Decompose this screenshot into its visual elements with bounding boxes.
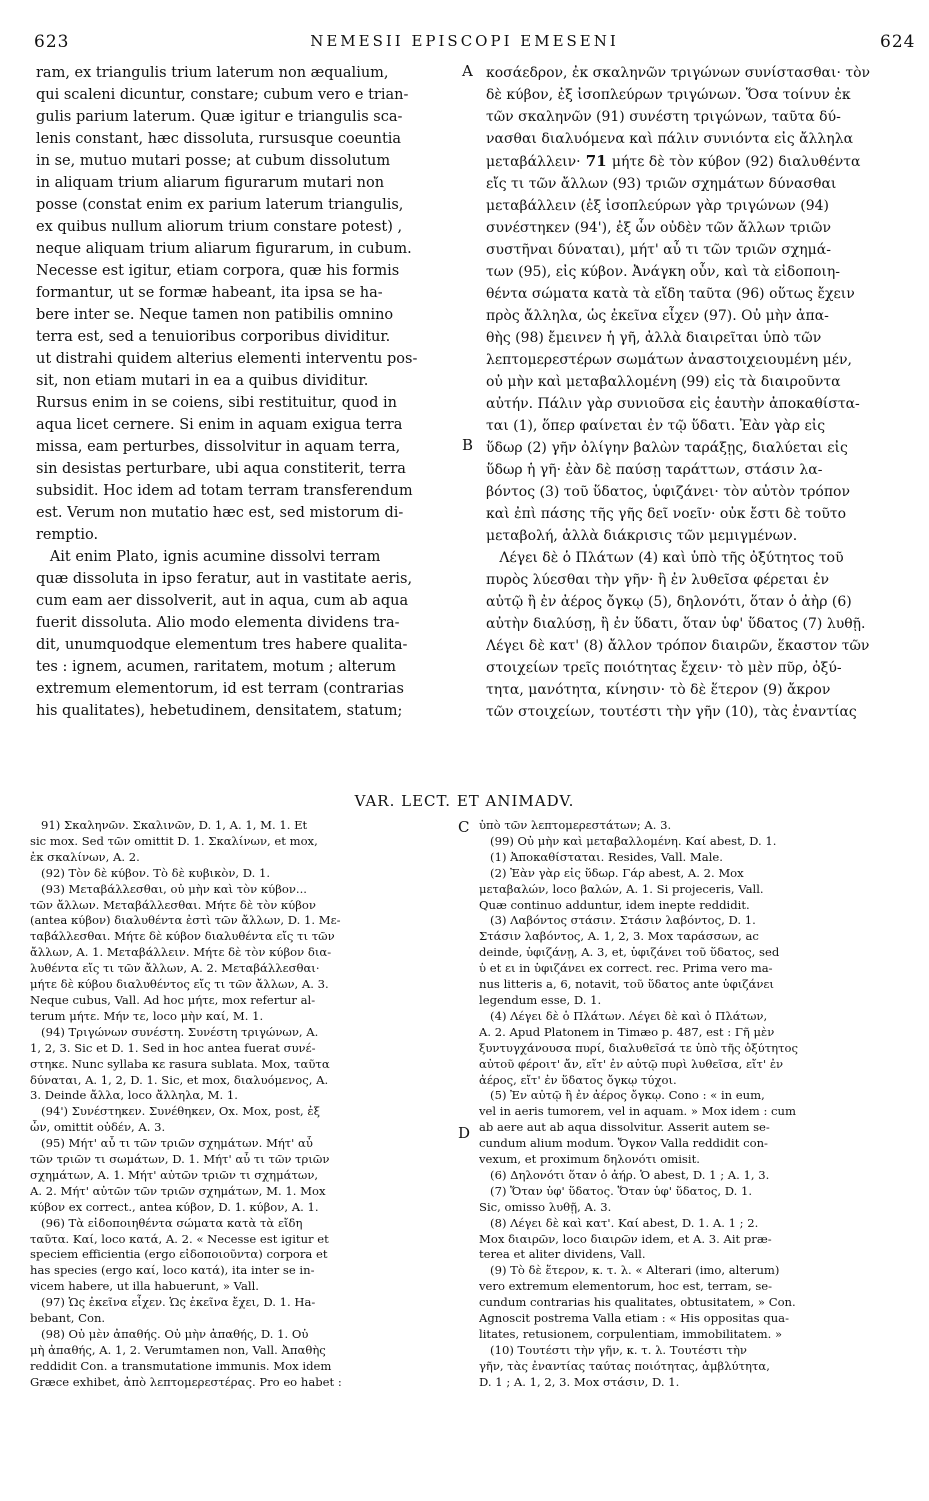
running-title: NEMESII EPISCOPI EMESENI xyxy=(310,32,619,50)
note-line: ταῦτα. Καί, loco κατά, A. 2. « Necesse est igitur et xyxy=(30,1231,329,1246)
note-line: (4) Λέγει δὲ ὁ Πλάτων. Λέγει δὲ καὶ ὁ Πλάτων, xyxy=(479,1008,768,1023)
greek-text-line: αὐτήν. Πάλιν γὰρ συνιοῦσα εἰς ἑαυτὴν ἀποκαθίστα- xyxy=(486,396,860,412)
latin-text-line: qui scaleni dicuntur, constare; cubum vero e trian- xyxy=(36,87,409,103)
note-line: D. 1 ; A. 1, 2, 3. Mox στάσιν, D. 1. xyxy=(479,1374,680,1389)
latin-text-line: formantur, ut se formæ habeant, ita ipsa se ha- xyxy=(36,285,383,301)
greek-text-line: εἴς τι τῶν ἄλλων (93) τριῶν σχημάτων δύνασθαι xyxy=(486,176,837,192)
text-line-continuation: μήτε δὲ τὸν κύβον (92) διαλυθέντα xyxy=(611,154,861,170)
latin-text-line: cum eam aer dissolverit, aut in aqua, cum ab aqua xyxy=(36,593,409,609)
note-line: Στάσιν λαβόντος, A. 1, 2, 3. Mox ταράσσων, ac xyxy=(479,929,759,944)
note-line: litates, retusionem, corpulentiam, immobilitatem. » xyxy=(479,1327,783,1341)
greek-text-line: τῶν στοιχείων, τουτέστι τὴν γῆν (10), τὰς ἐναντίας xyxy=(486,704,857,720)
greek-text-line: οὐ μὴν καὶ μεταβαλλομένη (99) εἰς τὰ διαιροῦντα xyxy=(486,374,841,390)
latin-text-line: ram, ex triangulis trium laterum non æqualium, xyxy=(36,65,389,81)
note-line: τῶν τριῶν τι σωμάτων, D. 1. Μήτ' αὖ τι τῶν τριῶν xyxy=(30,1152,330,1167)
note-line: λυθέντα εἴς τι τῶν ἄλλων, A. 2. Μεταβάλλεσθαι· xyxy=(30,961,320,976)
note-line: (8) Λέγει δὲ καὶ κατ'. Καί abest, D. 1. A. 1 ; 2. xyxy=(479,1215,759,1230)
note-line: γῆν, τὰς ἐναντίας ταύτας ποιότητας, ἀμβλύτητα, xyxy=(479,1358,770,1373)
note-line: has species (ergo καί, loco κατά), ita inter se in- xyxy=(30,1263,315,1278)
latin-text-line: ex quibus nullum aliorum trium constare potest) , xyxy=(36,219,403,235)
latin-text-line: sit, non etiam mutari in ea a quibus dividitur. xyxy=(36,373,369,389)
notes-left-column xyxy=(30,818,458,1391)
latin-text-line: tes : ignem, acumen, raritatem, motum ; alterum xyxy=(36,659,396,675)
note-line: (1) Ἀποκαθίσταται. Resides, Vall. Male. xyxy=(479,849,723,864)
greek-text-line: στοιχείων τρεῖς ποιότητας ἔχειν· τὸ μὲν πῦρ, ὀξύ- xyxy=(486,660,842,676)
note-line: vexum, et proximum δηλονότι omisit. xyxy=(479,1152,700,1167)
note-line: reddidit Con. a transmutatione immunis. Mox idem xyxy=(30,1358,332,1373)
latin-text-line: est. Verum non mutatio hæc est, sed mistorum di- xyxy=(36,505,404,521)
note-line: (3) Λαβόντος στάσιν. Στάσιν λαβόντος, D. 1. xyxy=(479,913,756,928)
latin-text-line: lenis constant, hæc dissoluta, rursusque coeuntia xyxy=(36,131,402,147)
greek-text-line: θὴς (98) ἔμεινεν ἡ γῆ, ἀλλὰ διαιρεῖται ὑπὸ τῶν xyxy=(486,330,822,346)
greek-text-line: δὲ κύβον, ἐξ ἰσοπλεύρων τριγώνων. Ὅσα τοίνυν ἐκ xyxy=(486,87,851,103)
greek-text-line: λεπτομερεστέρων σωμάτων ἀναστοιχειουμένη μέν, xyxy=(486,352,852,368)
greek-text-line: Λέγει δὲ ὁ Πλάτων (4) καὶ ὑπὸ τῆς ὀξύτητος τοῦ xyxy=(486,550,844,566)
greek-text-line: πυρὸς λύεσθαι τὴν γῆν· ἢ ἐν λυθεῖσα φέρεται ἐν xyxy=(486,572,829,588)
latin-text-line: in se, mutuo mutari posse; at cubum dissolutum xyxy=(36,153,391,169)
greek-text-line: νασθαι διαλυόμενα καὶ πάλιν συνιόντα εἰς ἄλληλα xyxy=(486,131,854,147)
note-line: ἀέρος, εἴτ' ἐν ὕδατος ὄγκῳ τύχοι. xyxy=(479,1072,677,1087)
latin-text-column xyxy=(36,62,462,722)
margin-marker-b: B xyxy=(462,436,474,454)
greek-text-line: Λέγει δὲ κατ' (8) ἄλλον τρόπον διαιρῶν, ἕκαστον τῶν xyxy=(486,638,870,654)
notes-right-column xyxy=(479,818,911,1391)
note-line: Neque cubus, Vall. Ad hoc μήτε, mox refertur al- xyxy=(30,992,316,1007)
note-line: Sic, omisso λυθῇ, A. 3. xyxy=(479,1199,612,1214)
note-line: Agnoscit postrema Valla etiam : « His oppositas qua- xyxy=(479,1311,790,1326)
note-line: bebant, Con. xyxy=(30,1311,106,1326)
note-line: vero extremum elementorum, hoc est, terram, se- xyxy=(479,1279,773,1294)
note-line: (98) Οὐ μὲν ἀπαθής. Οὐ μὴν ἀπαθής, D. 1. Οὐ xyxy=(30,1327,309,1341)
note-line: 91) Σκαληνῶν. Σκαλινῶν, D. 1, A. 1, M. 1. Et xyxy=(30,818,308,832)
note-line: (92) Τὸν δὲ κύβον. Τὸ δὲ κυβικὸν, D. 1. xyxy=(30,865,271,880)
latin-text-line: subsidit. Hoc idem ad totam terram transferendum xyxy=(36,483,413,499)
greek-text-line: ὕδωρ (2) γῆν ὀλίγην βαλὼν ταράξῃς, διαλύεται εἰς xyxy=(486,440,848,456)
note-line: cundum alium modum. Ὄγκον Valla reddidit con- xyxy=(479,1136,768,1151)
latin-text-line: extremum elementorum, id est terram (contrarias xyxy=(36,681,404,697)
note-line: terea et aliter dividens, Vall. xyxy=(479,1247,646,1262)
note-line: ab aere aut ab aqua dissolvitur. Asserit autem se- xyxy=(479,1120,770,1135)
note-line: A. 2. Apud Platonem in Timæo p. 487, est : Γῆ μὲν xyxy=(479,1024,775,1039)
greek-text-line: τῶν σκαληνῶν (91) συνέστη τριγώνων, ταῦτα δύ- xyxy=(486,109,841,125)
margin-marker-d: D xyxy=(458,1124,471,1142)
note-line: legendum esse, D. 1. xyxy=(479,992,602,1007)
note-line: (6) Δηλονότι ὅταν ὁ ἀήρ. Ὁ abest, D. 1 ; A. 1, 3. xyxy=(479,1167,770,1182)
note-line: Quæ continuo adduntur, idem inepte reddidit. xyxy=(479,897,750,912)
latin-text-line: terra est, sed a tenuioribus corporibus dividitur. xyxy=(36,329,391,345)
greek-text-column xyxy=(486,62,906,723)
note-line: (10) Τουτέστι τὴν γῆν, κ. τ. λ. Τουτέστι τὴν xyxy=(479,1342,747,1357)
greek-text-line: μεταβολή, ἀλλὰ διάκρισις τῶν μεμιγμένων. xyxy=(486,528,798,544)
note-line: deinde, ὑφιζάνῃ, A. 3, et, ὑφιζάνει τοῦ ὕδατος, sed xyxy=(479,945,780,960)
note-line: ἄλλων, A. 1. Μεταβάλλειν. Μήτε δὲ τὸν κύβον δια- xyxy=(30,945,332,960)
note-line: (94') Συνέστηκεν. Συνέθηκεν, Ox. Mox, post, ἐξ xyxy=(30,1104,321,1119)
note-line: δύναται, A. 1, 2, D. 1. Sic, et mox, διαλυόμενος, A. xyxy=(30,1072,329,1087)
greek-text-line: μεταβάλλειν (ἐξ ἰσοπλεύρων γὰρ τριγώνων (94) xyxy=(486,198,829,214)
note-line: κύβον ex correct., antea κύβον, D. 1. κύβον, A. 1. xyxy=(30,1199,319,1214)
latin-text-line: Necesse est igitur, etiam corpora, quæ his formis xyxy=(36,263,400,279)
latin-text-line: gulis parium laterum. Quæ igitur e triangulis sca- xyxy=(36,109,403,125)
latin-text-line: quæ dissoluta in ipso feratur, aut in vastitate aeris, xyxy=(36,571,413,587)
note-line: Græce exhibet, ἀπὸ λεπτομερεστέρας. Pro eo habet : xyxy=(30,1374,342,1389)
latin-text-line: ut distrahi quidem alterius elementi interventu pos- xyxy=(36,351,418,367)
note-line: ὑπὸ τῶν λεπτομερεστάτων; A. 3. xyxy=(479,818,672,832)
page-number-left: 623 xyxy=(34,32,70,52)
note-line: ἐκ σκαλίνων, A. 2. xyxy=(30,849,140,864)
greek-text-line: βόντος (3) τοῦ ὕδατος, ὑφιζάνει· τὸν αὐτὸν τρόπον xyxy=(486,484,850,500)
latin-text-line: his qualitates), hebetudinem, densitatem, statum; xyxy=(36,703,403,719)
greek-text-line: συστῆναι δύναται), μήτ' αὖ τι τῶν τριῶν σχημά- xyxy=(486,242,831,258)
note-line: (97) Ὡς ἐκεῖνα εἶχεν. Ὡς ἐκεῖνα ἔχει, D. 1. Ha- xyxy=(30,1295,316,1310)
note-line: τῶν ἄλλων. Μεταβάλλεσθαι. Μήτε δὲ τὸν κύβον xyxy=(30,897,316,912)
greek-text-line: μεταβάλλειν· 71 μήτε δὲ τὸν κύβον (92) διαλυθέντα xyxy=(486,152,861,170)
note-line: ὑ et ει in ὑφιζάνει ex correct. rec. Prima vero ma- xyxy=(479,961,773,976)
greek-text-line: κοσάεδρον, ἐκ σκαληνῶν τριγώνων συνίστασθαι· τὸν xyxy=(486,65,871,81)
note-line: (94) Τριγώνων συνέστη. Συνέστη τριγώνων, A. xyxy=(30,1024,319,1039)
latin-text-line: aqua licet cernere. Si enim in aquam exigua terra xyxy=(36,417,403,433)
note-line: (9) Τὸ δὲ ἕτερον, κ. τ. λ. « Alterari (imo, alterum) xyxy=(479,1263,780,1278)
latin-text-line: remptio. xyxy=(36,527,99,543)
greek-text-line: ὕδωρ ἡ γῆ· ἐὰν δὲ παύσῃ ταράττων, στάσιν λα- xyxy=(486,462,823,478)
greek-text-line: καὶ ἐπὶ πάσης τῆς γῆς δεῖ νοεῖν· οὐκ ἔστι δὲ τοῦτο xyxy=(486,506,847,522)
greek-text-line: θέντα σώματα κατὰ τὰ εἴδη ταῦτα (96) οὕτως ἔχειν xyxy=(486,286,855,302)
note-line: (99) Οὐ μὴν καὶ μεταβαλλομένη. Καί abest, D. 1. xyxy=(479,833,777,848)
note-line: ὧν, omittit οὐδέν, A. 3. xyxy=(30,1120,166,1135)
latin-text-line: dit, unumquodque elementum tres habere qualita- xyxy=(36,637,408,653)
note-line: speciem efficientia (ergo εἰδοποιοῦντα) corpora et xyxy=(30,1247,328,1262)
greek-text-line: των (95), εἰς κύβον. Ἀνάγκη οὖν, καὶ τὰ εἰδοποιη- xyxy=(486,264,840,280)
note-line: vel in aeris tumorem, vel in aquam. » Mox idem : cum xyxy=(479,1104,796,1119)
note-line: (93) Μεταβάλλεσθαι, οὐ μὴν καὶ τὸν κύβον... xyxy=(30,881,307,896)
note-line: αὐτοῦ φέροιτ' ἄν, εἴτ' ἐν αὐτῷ πυρὶ λυθεῖσα, εἴτ' ἐν xyxy=(479,1056,784,1071)
note-line: A. 2. Μήτ' αὐτῶν τῶν τριῶν σχημάτων, M. 1. Mox xyxy=(30,1183,326,1198)
note-line: (95) Μήτ' αὖ τι τῶν τριῶν σχημάτων. Μήτ' αὖ xyxy=(30,1136,313,1151)
note-line: nus litteris a, 6, notavit, τοῦ ὕδατος ante ὑφιζάνει xyxy=(479,977,774,992)
note-line: ξυντυγχάνουσα πυρί, διαλυθεῖσά τε ὑπὸ τῆς ὀξύτητος xyxy=(479,1040,798,1055)
page-number-right: 624 xyxy=(880,32,916,52)
note-line: sic mox. Sed τῶν omittit D. 1. Σκαλίνων, et mox, xyxy=(30,833,318,848)
margin-marker-c: C xyxy=(458,818,470,836)
greek-text-line: αὐτὴν διαλύσῃ, ἢ ἐν ὕδατι, ὅταν ὑφ' ὕδατος (7) λυθῇ. xyxy=(486,616,866,632)
section-title: VAR. LECT. ET ANIMADV. xyxy=(354,792,575,810)
greek-text-line: τητα, μανότητα, κίνησιν· τὸ δὲ ἕτερον (9) ἄκρον xyxy=(486,682,831,698)
note-line: (96) Τὰ εἰδοποιηθέντα σώματα κατὰ τὰ εἴδη xyxy=(30,1215,303,1230)
note-line: μήτε δὲ κύβου διαλυθέντος εἴς τι τῶν ἄλλων, A. 3. xyxy=(30,977,329,992)
greek-text-line: αὐτῷ ἢ ἐν ἀέρος ὄγκῳ (5), δηλονότι, ὅταν ὁ ἀὴρ (6) xyxy=(486,594,852,610)
note-line: (2) Ἐὰν γὰρ εἰς ὕδωρ. Γάρ abest, A. 2. Mox xyxy=(479,865,744,880)
latin-text-line: Ait enim Plato, ignis acumine dissolvi terram xyxy=(36,549,381,565)
note-line: (antea κύβον) διαλυθέντα ἐστὶ τῶν ἄλλων, D. 1. Με- xyxy=(30,913,341,928)
latin-text-line: bere inter se. Neque tamen non patibilis omnino xyxy=(36,307,394,323)
note-line: cundum contrarias his qualitates, obtusitatem, » Con. xyxy=(479,1295,796,1310)
latin-text-line: Rursus enim in se coiens, sibi restituitur, quod in xyxy=(36,395,397,411)
latin-text-line: fuerit dissoluta. Alio modo elementa dividens tra- xyxy=(36,615,400,631)
greek-text-line: συνέστηκεν (94'), ἐξ ὧν οὐδὲν τῶν ἄλλων τριῶν xyxy=(486,220,831,236)
greek-text-line: πρὸς ἄλληλα, ὡς ἐκεῖνα εἶχεν (97). Οὐ μὴν ἀπα- xyxy=(486,308,829,324)
latin-text-line: sin desistas perturbare, ubi aqua constiterit, terra xyxy=(36,461,406,477)
note-line: ταβάλλεσθαι. Μήτε δὲ κύβον διαλυθέντα εἴς τι τῶν xyxy=(30,929,335,944)
note-line: (7) Ὅταν ὑφ' ὕδατος. Ὅταν ὑφ' ὕδατος, D. 1. xyxy=(479,1183,753,1198)
latin-text-line: neque aliquam trium aliarum figurarum, in cubum. xyxy=(36,241,412,257)
latin-text-line: missa, eam perturbes, dissolvitur in aquam terra, xyxy=(36,439,401,455)
greek-text-line: ται (1), ὅπερ φαίνεται ἐν τῷ ὕδατι. Ἐὰν γὰρ εἰς xyxy=(486,418,826,434)
note-line: 3. Deinde ἄλλα, loco ἄλληλα, M. 1. xyxy=(30,1088,238,1103)
note-line: μεταβαλών, loco βαλών, A. 1. Si projeceris, Vall. xyxy=(479,881,764,896)
column-number-marker: 71 xyxy=(580,152,612,170)
note-line: 1, 2, 3. Sic et D. 1. Sed in hoc antea fuerat συνέ- xyxy=(30,1040,316,1055)
note-line: στηκε. Nunc syllaba κε rasura sublata. Mox, ταῦτα xyxy=(30,1056,330,1071)
note-line: σχημάτων, A. 1. Μήτ' αὐτῶν τριῶν τι σχημάτων, xyxy=(30,1167,319,1182)
note-line: μὴ ἀπαθής, A. 1, 2. Verumtamen non, Vall. Ἀπαθὴς xyxy=(30,1342,326,1357)
note-line: Mox διαιρῶν, loco διαιρῶν idem, et A. 3. Ait præ- xyxy=(479,1231,772,1246)
latin-text-line: posse (constat enim ex parium laterum triangulis, xyxy=(36,197,404,213)
note-line: vicem habere, ut illa habuerunt, » Vall. xyxy=(30,1279,259,1294)
note-line: terum μήτε. Μήν τε, loco μὴν καί, M. 1. xyxy=(30,1008,264,1023)
margin-marker-a: A xyxy=(462,62,473,80)
latin-text-line: in aliquam trium aliarum figurarum mutari non xyxy=(36,175,385,191)
note-line: (5) Ἐν αὐτῷ ἢ ἐν ἀέρος ὄγκῳ. Cono : « in eum, xyxy=(479,1088,765,1103)
